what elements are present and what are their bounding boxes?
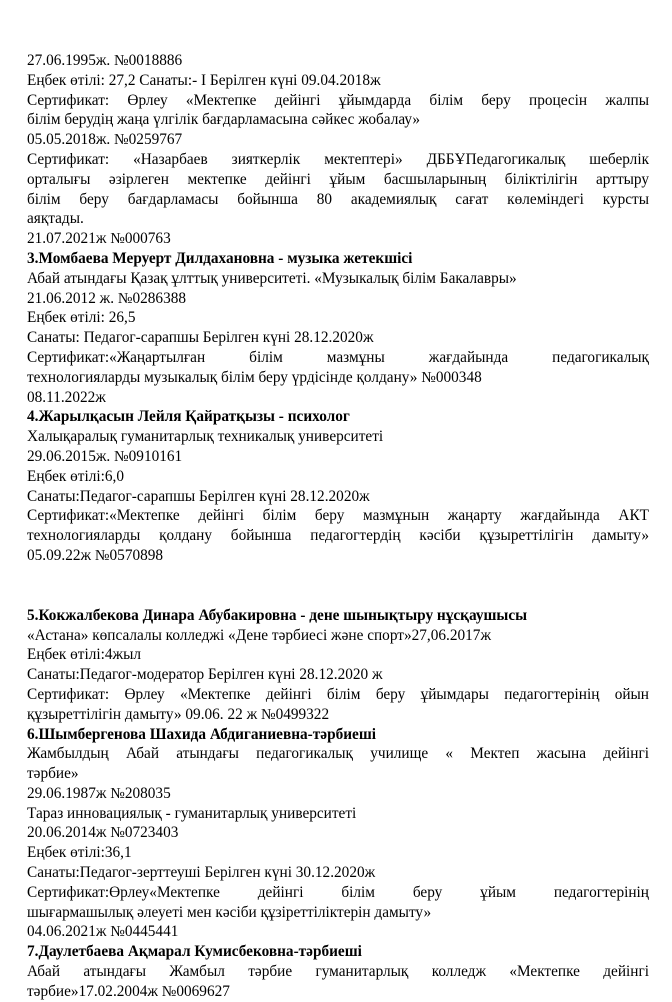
text-line: Сертификат:«Мектепке дейінгі білім беру мазмұнын жаңарту жағдайында АКТ (27, 507, 649, 525)
text-line: Санаты:Педагог-сарапшы Берілген күні 28.12.2020ж (27, 487, 370, 505)
text-line: 05.05.2018ж. №0259767 (27, 131, 183, 149)
text-line: «Астана» көпсалалы колледжі «Дене тәрбиесі және спорт»27,06.2017ж (27, 626, 492, 644)
text-line: Еңбек өтілі:4жыл (27, 646, 142, 664)
text-line: Сертификат: Өрлеу «Мектепке дейінгі білім беру ұйымдары педагогтерінің ойын (27, 685, 649, 703)
text-line: Сертификат: Өрлеу «Мектепке дейінгі ұйымдарда білім беру процесін жалпы (27, 91, 649, 109)
text-line: аяқтады. (27, 210, 84, 228)
text-line: 05.09.22ж №0570898 (27, 546, 164, 564)
text-line: орталығы әзірлеген мектепке дейінгі ұйым басшыларының біліктілігін арттыру (27, 170, 649, 188)
text-line: 29.06.2015ж. №0910161 (27, 447, 183, 465)
text-line: Сертификат: «Назарбаев зияткерлік мектептері» ДББҰПедагогикалық шеберлік (27, 150, 649, 168)
staff-heading: 3.Момбаева Меруерт Дилдахановна - музыка жетекшісі (27, 249, 413, 267)
text-line: Абай атындағы Қазақ ұлттық университеті. «Музыкалық білім Бакалавры» (27, 269, 517, 287)
text-line: Тараз инновациялық - гуманитарлық университеті (27, 804, 357, 822)
staff-heading: 5.Кокжалбекова Динара Абубакировна - дене шынықтыру нұсқаушысы (27, 606, 528, 624)
text-line: Еңбек өтілі:6,0 (27, 467, 124, 485)
text-line: 29.06.1987ж №208035 (27, 784, 171, 802)
text-line: Санаты:Педагог-зерттеуші Берілген күні 30.12.2020ж (27, 864, 376, 882)
text-line: 21.07.2021ж №000763 (27, 230, 171, 248)
text-line: Жамбылдың Абай атындағы педагогикалық училище « Мектеп жасына дейінгі (27, 745, 649, 763)
text-line: 20.06.2014ж №0723403 (27, 824, 179, 842)
text-line: шығармашылық әлеуеті мен кәсіби құзіреттіліктерін дамыту» (27, 903, 432, 921)
text-line: білім беру бағдарламасы бойынша 80 академиялық сағат көлеміндегі курсты (27, 190, 649, 208)
text-line: Сертификат:«Жаңартылған білім мазмұны жағдайында педагогикалық (27, 348, 649, 366)
text-line: 21.06.2012 ж. №0286388 (27, 289, 187, 307)
text-line: білім берудің жаңа үлгілік бағдарламасына сәйкес жобалау» (27, 111, 421, 129)
document-page (27, 51, 649, 1002)
text-line: Санаты:Педагог-модератор Берілген күні 28.12.2020 ж (27, 666, 383, 684)
text-line: тәрбие»17.02.2004ж №0069627 (27, 982, 230, 1000)
staff-heading: 7.Даулетбаева Ақмарал Кумисбековна-тәрбиеші (27, 943, 362, 961)
text-line: 08.11.2022ж (27, 388, 106, 406)
blank-line (27, 566, 649, 606)
staff-heading: 6.Шымбергенова Шахида Абдиганиевна-тәрбиеші (27, 725, 376, 743)
text-line: Халықаралық гуманитарлық техникалық университеті (27, 428, 384, 446)
text-line: 27.06.1995ж. №0018886 (27, 52, 183, 69)
staff-heading: 4.Жарылқасын Лейля Қайратқызы - психолог (27, 408, 350, 426)
text-line: 04.06.2021ж №0445441 (27, 923, 179, 941)
text-line: технологияларды қолдану бойынша педагогтердің кәсіби құзыреттілігін дамыту» (27, 527, 649, 545)
text-line: Еңбек өтілі:36,1 (27, 844, 132, 862)
text-line: Сертификат:Өрлеу«Мектепке дейінгі білім беру ұйым педагогтерінің (27, 883, 649, 901)
text-line: тәрбие» (27, 765, 79, 783)
text-line: технологияларды музыкалық білім беру үрдісінде қолдану» №000348 (27, 368, 482, 386)
text-line: Санаты: Педагог-сарапшы Берілген күні 28.12.2020ж (27, 329, 374, 347)
text-line: Еңбек өтілі: 26,5 (27, 309, 136, 327)
text-line: Абай атындағы Жамбыл тәрбие гуманитарлық колледж «Мектепке дейінгі (27, 963, 649, 981)
text-line: құзыреттілігін дамыту» 09.06. 22 ж №0499322 (27, 705, 330, 723)
text-line: Еңбек өтілі: 27,2 Санаты:- I Берілген күні 09.04.2018ж (27, 71, 381, 89)
